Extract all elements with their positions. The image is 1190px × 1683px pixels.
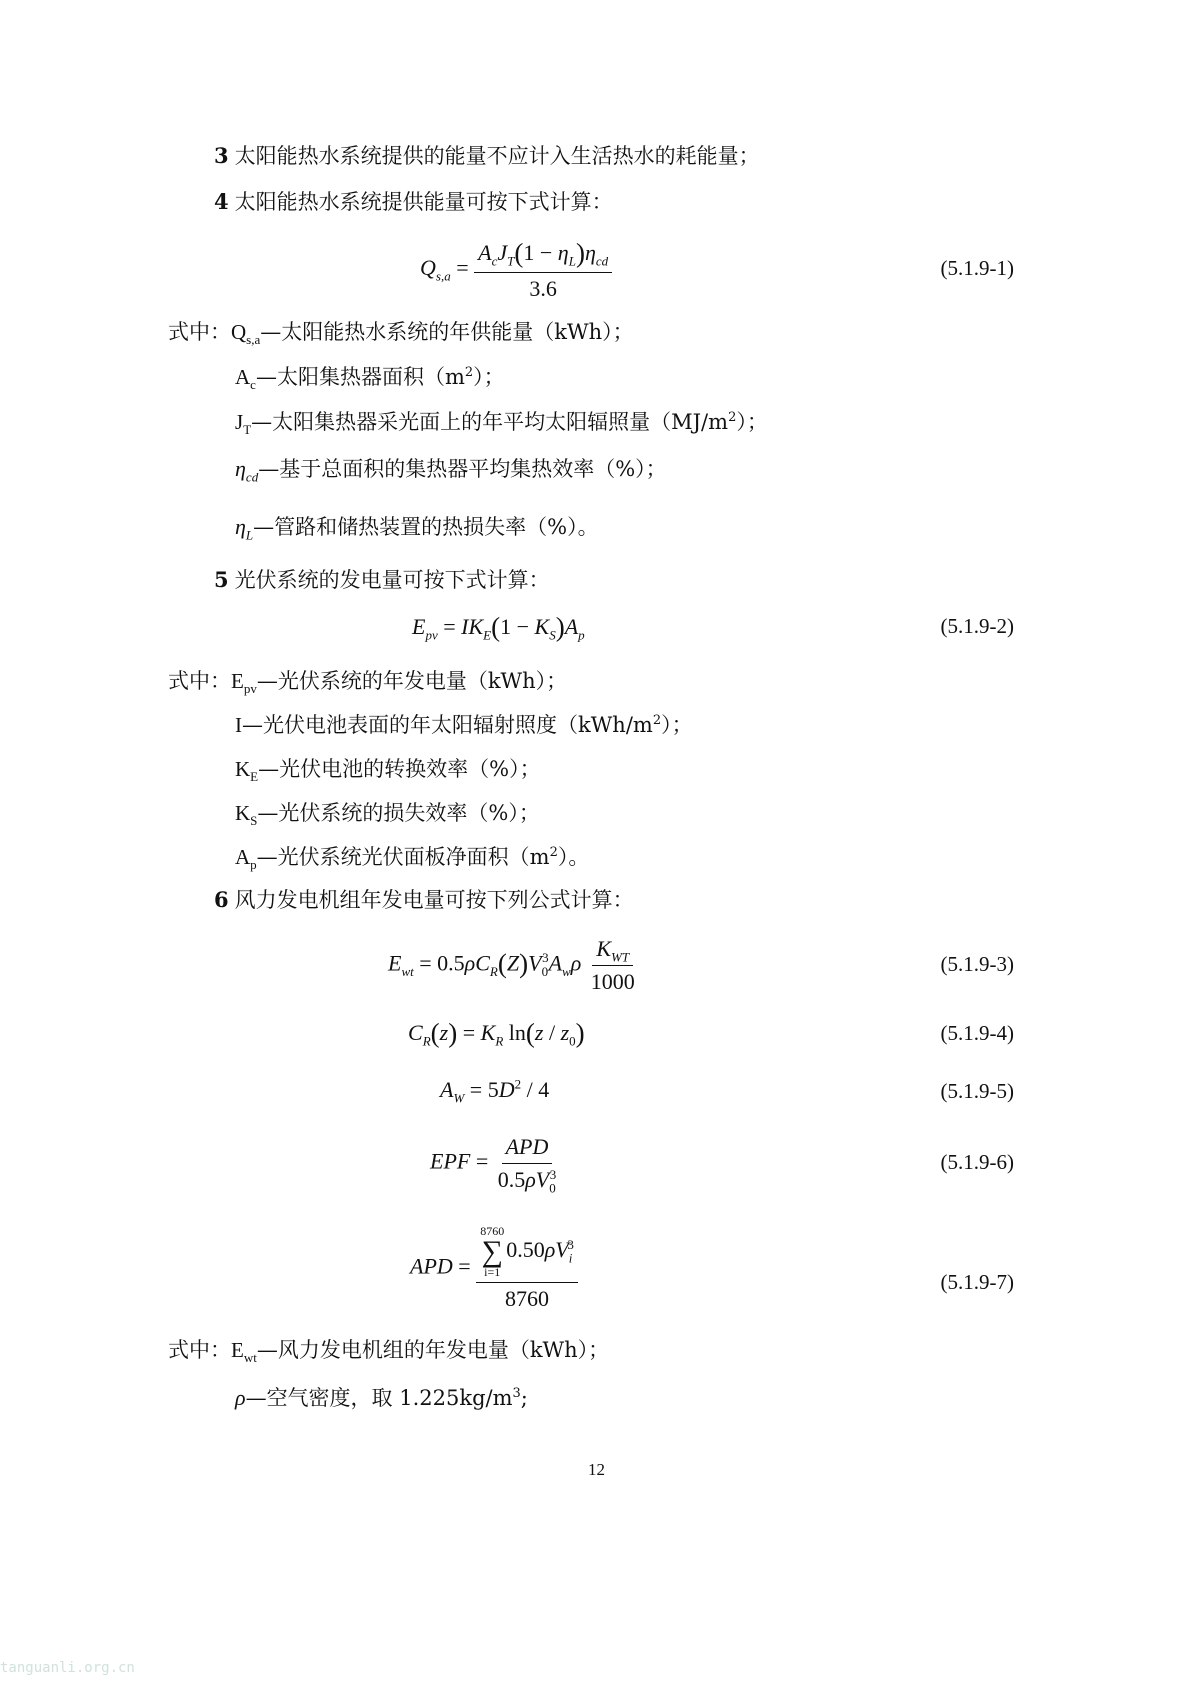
- equation-number: (5.1.9-2): [940, 614, 1014, 638]
- definition-eta-cd: $\eta_{cd}—$基于总面积的集热器平均集热效率（%）；: [235, 456, 667, 485]
- equation-number: (5.1.9-1): [940, 256, 1014, 280]
- definition-ke: $K_E—$光伏电池的转换效率（%）；: [235, 757, 541, 785]
- equation-5-1-9-7: APD = 8760 ∑ i=1 $0.50\rho V_i^3$ 8760: [410, 1225, 578, 1312]
- definition-epv: 式中：$E_{pv}—$光伏系统的年发电量（kWh）；: [168, 669, 568, 697]
- equation-number: (5.1.9-4): [940, 1021, 1014, 1045]
- item-6: 6 风力发电机组年发电量可按下列公式计算：: [214, 887, 634, 912]
- definition-eta-l: $\eta_L—$管路和储热装置的热损失率（%）。: [235, 514, 599, 543]
- equation-number: (5.1.9-7): [940, 1270, 1014, 1294]
- definition-qsa: 式中：$Q_{s,a}—$太阳能热水系统的年供能量（kWh）；: [168, 320, 634, 348]
- equation-5-1-9-3: $E_{wt} = 0.5\rho C_R(Z)V_0^3A_w\rho$ $\frac{K_{WT}}{1000}$: [388, 936, 635, 994]
- item-3: 3 太阳能热水系统提供的能量不应计入生活热水的耗能量；: [214, 143, 760, 168]
- definition-ks: $K_S—$光伏系统的损失效率（%）；: [235, 801, 540, 829]
- item-4: 4 太阳能热水系统提供能量可按下式计算：: [214, 189, 613, 214]
- definition-rho: ρ—空气密度，取 $1.225kg/m^3$;: [235, 1385, 528, 1410]
- definition-ac: $A_c—$太阳集热器面积$(m^2)$；: [235, 365, 505, 393]
- equation-5-1-9-4: $C_R(z) = K_R$ $\ln(z / z_0)$: [408, 1018, 585, 1049]
- definition-ap: $A_p—$光伏系统光伏面板净面积$(m^2)$。: [235, 845, 590, 873]
- page-number: 12: [588, 1460, 605, 1479]
- equation-5-1-9-1: $Q_{s,a}$ = $\frac{A_cJ_T(1 - \eta_L)\eta_{cd}}{3.6}$: [420, 238, 612, 302]
- definition-ewt: 式中：$E_{wt}—$风力发电机组的年发电量（kWh）；: [168, 1338, 610, 1366]
- definition-i: I—光伏电池表面的年太阳辐射照度$(kWh/m^2)$；: [235, 713, 693, 737]
- equation-number: (5.1.9-6): [940, 1150, 1014, 1174]
- equation-5-1-9-5: $A_W = 5D^2 / 4$: [440, 1076, 550, 1106]
- equation-5-1-9-2: $E_{pv} = IK_E(1 - K_S)A_p$: [412, 612, 585, 643]
- equation-5-1-9-6: EPF = $\frac{\text{APD}}{0.5\rho V_0^3}$: [430, 1134, 557, 1196]
- equation-number: (5.1.9-5): [940, 1079, 1014, 1103]
- item-5: 5 光伏系统的发电量可按下式计算：: [214, 567, 550, 592]
- equation-number: (5.1.9-3): [940, 952, 1014, 976]
- watermark: tanguanli.org.cn: [0, 1660, 135, 1676]
- definition-jt: $J_T—$太阳集热器采光面上的年平均太阳辐照量$(MJ/m^2)$；: [235, 410, 768, 438]
